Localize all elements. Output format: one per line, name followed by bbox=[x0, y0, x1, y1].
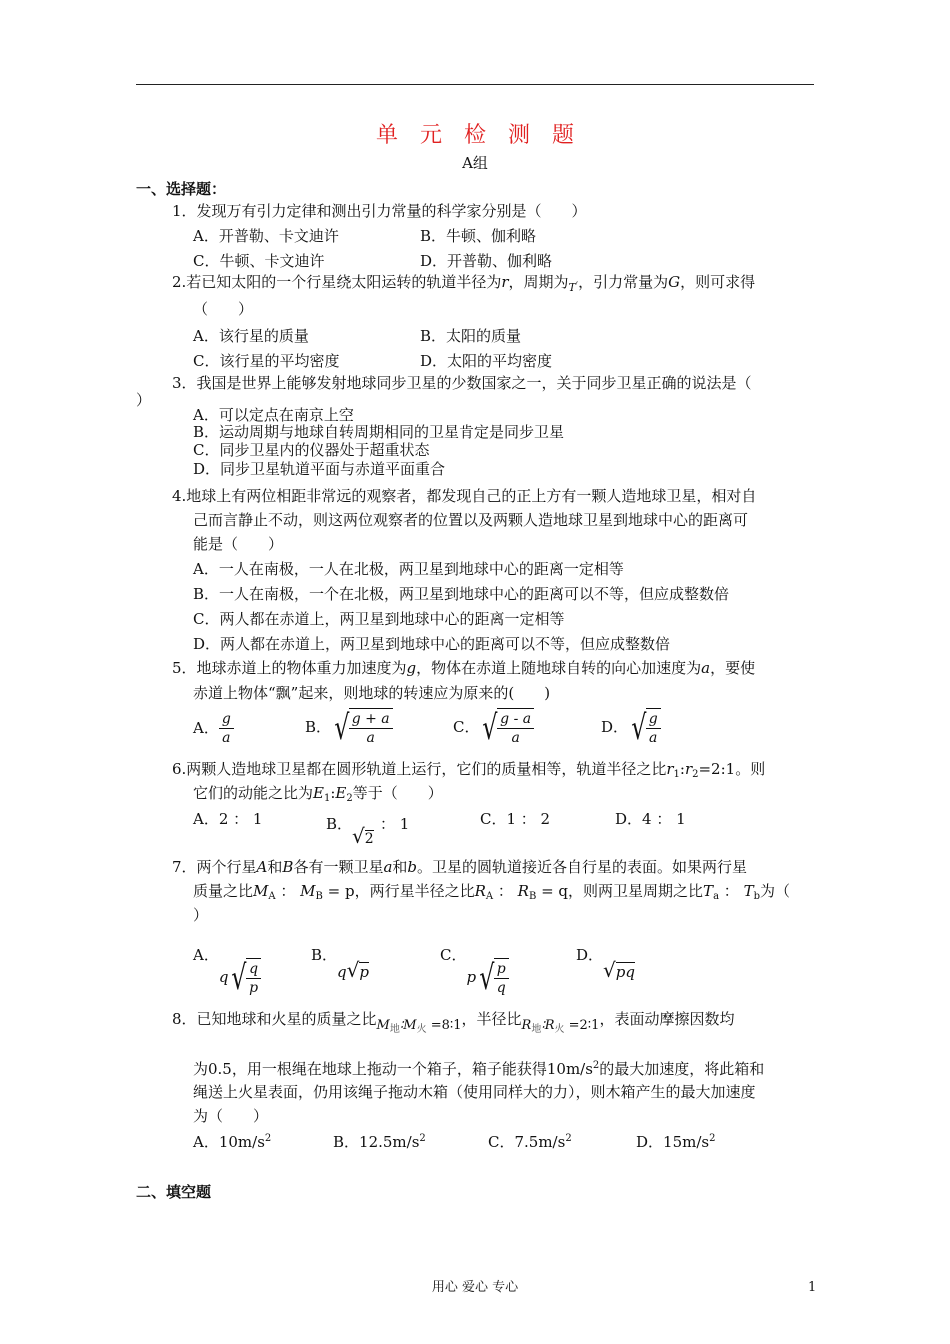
q5-b-label: B． bbox=[305, 718, 332, 736]
q7-c-num: p bbox=[494, 960, 509, 979]
question-6-line-1 bbox=[172, 762, 765, 780]
var-E2: E bbox=[335, 784, 347, 802]
var-b-sat: b bbox=[407, 858, 418, 876]
q7-mid: 各有一颗卫星 bbox=[293, 858, 384, 876]
q5-line1-post: ，要使 bbox=[710, 659, 756, 677]
question-4-option-a: A．一人在南极，一人在北极，两卫星到地球中心的距离一定相等 bbox=[193, 560, 624, 578]
question-6-option-d: D．4 ： 1 bbox=[615, 810, 686, 828]
q8-c-sup: 2 bbox=[565, 1133, 572, 1144]
q7-and: 和 bbox=[267, 858, 283, 876]
question-7-line-1 bbox=[172, 860, 747, 875]
var-R-mars: ∶R bbox=[541, 1018, 555, 1033]
sub-1: 1 bbox=[673, 769, 680, 780]
sub-earth: 地 bbox=[389, 1024, 400, 1035]
question-5-line-2: 赤道上物体“飘”起来，则地球的转速应为原来的( ) bbox=[193, 684, 551, 702]
question-4-line-1: 4.地球上有两位相距非常远的观察者，都发现自己的正上方有一颗人造地球卫星，相对自 bbox=[172, 487, 757, 505]
question-2-option-d: D．太阳的平均密度 bbox=[420, 352, 553, 370]
q8-line2-pre: 为0.5，用一根绳在地球上拖动一个箱子，箱子能获得10m/s bbox=[193, 1060, 593, 1078]
var-a-sat: a bbox=[383, 858, 393, 876]
question-3-stem: 3．我国是世界上能够发射地球同步卫星的少数国家之一，关于同步卫星正确的说法是（ bbox=[172, 374, 752, 392]
q5-c-fraction bbox=[497, 710, 534, 747]
q7-eq-p: = p，两行星半径之比 bbox=[322, 882, 475, 900]
q8-d-sup: 2 bbox=[709, 1133, 716, 1144]
q7-b-label: B． bbox=[311, 946, 338, 964]
var-Ta: T bbox=[703, 882, 714, 900]
var-E1: E bbox=[313, 784, 324, 802]
q8-radius-ratio: =2∶1 bbox=[564, 1018, 600, 1033]
q5-c-den: a bbox=[511, 730, 520, 746]
question-4-line-3: 能是（ ） bbox=[193, 535, 284, 553]
var-r2: r bbox=[684, 760, 693, 778]
section-heading-fill: 二、填空题 bbox=[136, 1183, 212, 1201]
question-4-line-2: 己而言静止不动，则这两位观察者的位置以及两颗人造地球卫星到地球中心的距离可 bbox=[193, 511, 749, 529]
var-M-mars: ∶M bbox=[399, 1018, 417, 1033]
sub-RA: A bbox=[485, 891, 494, 902]
q8-sup: 2 bbox=[592, 1060, 600, 1071]
sub-earth-r: 地 bbox=[531, 1024, 542, 1035]
q8-mass-ratio: =8∶1 bbox=[426, 1018, 462, 1033]
q5-d-den: a bbox=[649, 730, 658, 746]
question-3-option-a: A．可以定点在南京上空 bbox=[193, 406, 354, 424]
q5-d-fraction bbox=[646, 710, 661, 747]
question-7-option-a: A．q√ $\frac{q}{p}$ bbox=[193, 948, 261, 987]
q5-a-den: a bbox=[222, 730, 231, 746]
q5-b-num: g + a bbox=[349, 710, 393, 729]
question-5-option-b: B．√ $\frac{g + a}{a}$ bbox=[305, 708, 393, 747]
question-1-option-a: A．开普勒、卡文迪许 bbox=[193, 227, 339, 245]
q5-line1-pre: 5．地球赤道上的物体重力加速度为 bbox=[172, 659, 407, 677]
question-6-option-c: C．1 ： 2 bbox=[480, 810, 551, 828]
q5-c-num: g - a bbox=[497, 710, 534, 729]
q6-line1-pre: 6.两颗人造地球卫星都在圆形轨道上运行，它们的质量相等，轨道半径之比 bbox=[172, 760, 667, 778]
q7-a-num: q bbox=[246, 960, 261, 979]
var-A: A bbox=[256, 858, 268, 876]
question-5-line-1 bbox=[172, 661, 755, 676]
q8-c-text: C．7.5m/s bbox=[488, 1133, 566, 1151]
q7-line2-pre: 质量之比 bbox=[193, 882, 254, 900]
question-2-paren: （ ） bbox=[193, 300, 254, 318]
sub-mars: 火 bbox=[416, 1024, 427, 1035]
question-5-option-a bbox=[193, 710, 234, 747]
question-7-option-c: C．p√ $\frac{p}{q}$ bbox=[440, 948, 509, 987]
var-G: G bbox=[668, 273, 681, 291]
q8-mid: ，半径比 bbox=[461, 1010, 522, 1028]
question-7-line-2 bbox=[193, 884, 790, 902]
q7-sep-3: ： bbox=[719, 882, 744, 900]
page-subtitle: A组 bbox=[462, 154, 488, 172]
question-5-option-d: D．√ $\frac{g}{a}$ bbox=[601, 708, 661, 747]
sub-RB: B bbox=[528, 891, 537, 902]
question-6-option-b: B．√2： 1 bbox=[326, 815, 410, 848]
page-footer: 用心 爱心 专心 bbox=[431, 1280, 519, 1295]
q5-a-fraction bbox=[219, 710, 234, 747]
var-M-earth: M bbox=[376, 1018, 390, 1033]
q6-colon-2: : bbox=[330, 784, 336, 802]
var-R-earth: R bbox=[521, 1018, 532, 1033]
q5-line1-mid: ，物体在赤道上随地球自转的向心加速度为 bbox=[416, 659, 702, 677]
question-3-option-d: D．同步卫星轨道平面与赤道平面重合 bbox=[193, 460, 446, 478]
question-2-option-b: B．太阳的质量 bbox=[420, 327, 522, 345]
sub-Tb: b bbox=[753, 891, 760, 902]
q6-b-radicand: 2 bbox=[364, 831, 374, 847]
question-8-line-1 bbox=[172, 1010, 735, 1035]
q7-c-label: C． bbox=[440, 946, 467, 964]
var-a: a bbox=[701, 659, 711, 677]
question-3-close: ） bbox=[136, 391, 152, 409]
sub-e1: 1 bbox=[323, 793, 331, 804]
var-B: B bbox=[282, 858, 294, 876]
var-RA: R bbox=[474, 882, 486, 900]
q5-b-fraction bbox=[349, 710, 393, 747]
q8-line2-post: 的最大加速度，将此箱和 bbox=[599, 1060, 765, 1078]
question-7-close: ） bbox=[193, 906, 209, 924]
section-heading-choice: 一、选择题： bbox=[136, 180, 227, 198]
q5-d-label: D． bbox=[601, 718, 629, 736]
q6-line2-post: 等于（ ） bbox=[352, 784, 443, 802]
q2-stem-pre: 2.若已知太阳的一个行星绕太阳运转的轨道半径为 bbox=[172, 273, 502, 291]
q8-d-text: D．15m/s bbox=[636, 1133, 710, 1151]
q7-a-label: A． bbox=[193, 946, 219, 964]
q7-line1-pre: 7．两个行星 bbox=[172, 858, 257, 876]
question-8-option-b bbox=[333, 1134, 426, 1150]
var-Tb: T bbox=[743, 882, 754, 900]
q7-c-pre: p bbox=[466, 968, 477, 986]
question-7-option-d: D．√pq bbox=[576, 946, 635, 982]
q7-d-radicand: pq bbox=[615, 963, 635, 981]
question-1-option-c: C．牛顿、卡文迪许 bbox=[193, 252, 325, 270]
question-7-option-b: B．q√p bbox=[311, 946, 369, 982]
question-5-option-c: C．√ $\frac{g - a}{a}$ bbox=[453, 708, 534, 747]
var-MB: M bbox=[300, 882, 316, 900]
q7-sep-1: ： bbox=[275, 882, 301, 900]
q2-stem-mid2: ，引力常量为 bbox=[578, 273, 669, 291]
page-title: 单 元 检 测 题 bbox=[375, 123, 574, 148]
sub-MB: B bbox=[315, 891, 323, 902]
q7-eq-q: = q，则两卫星周期之比 bbox=[536, 882, 704, 900]
sub-mars-r: 火 bbox=[554, 1024, 565, 1035]
sub-MA: A bbox=[268, 891, 276, 902]
question-2-stem: 2.若已知太阳的一个行星绕太阳运转的轨道半径为r，周期为$_T$′，引力常量为G，则可求得 bbox=[172, 273, 756, 294]
q7-a-fraction bbox=[246, 960, 261, 997]
q2-stem-mid: ，周期为 bbox=[508, 273, 569, 291]
q7-and2: 和 bbox=[392, 858, 408, 876]
question-6-line-2 bbox=[193, 786, 443, 804]
q7-c-fraction bbox=[494, 960, 509, 997]
q6-line2-pre: 它们的动能之比为 bbox=[193, 784, 314, 802]
page-number: 1 bbox=[808, 1280, 817, 1295]
q8-b-text: B．12.5m/s bbox=[333, 1133, 420, 1151]
q6-b-label: B． bbox=[326, 815, 353, 833]
q6-b-post: ： 1 bbox=[380, 815, 410, 833]
sub-Ta: a bbox=[713, 891, 720, 902]
q8-a-sup: 2 bbox=[264, 1133, 272, 1144]
question-4-option-c: C．两人都在赤道上，两卫星到地球中心的距离一定相等 bbox=[193, 610, 565, 628]
sub-e2: 2 bbox=[346, 793, 353, 804]
var-r: r bbox=[501, 273, 509, 291]
q7-d-label: D． bbox=[576, 946, 604, 964]
q2-stem-post: ，则可求得 bbox=[680, 273, 756, 291]
q6-line1-post: =2:1。则 bbox=[698, 760, 766, 778]
var-MA: M bbox=[253, 882, 269, 900]
q6-colon: : bbox=[679, 760, 685, 778]
q7-b-pre: q bbox=[337, 963, 347, 981]
question-2-option-c: C．该行星的平均密度 bbox=[193, 352, 340, 370]
var-RB: R bbox=[517, 882, 529, 900]
var-g: g bbox=[406, 659, 417, 677]
question-8-line-2 bbox=[193, 1061, 764, 1077]
q5-c-label: C． bbox=[453, 718, 480, 736]
q8-a-text: A．10m/s bbox=[193, 1133, 265, 1151]
q8-line1-post: ，表面动摩擦因数均 bbox=[599, 1010, 735, 1028]
question-8-option-d bbox=[636, 1134, 715, 1150]
question-2-option-a: A．该行星的质量 bbox=[193, 327, 309, 345]
q7-b-radicand: p bbox=[359, 963, 369, 981]
question-1-option-d: D．开普勒、伽利略 bbox=[420, 252, 553, 270]
q5-a-label: A． bbox=[193, 719, 219, 737]
question-3-option-c: C．同步卫星内的仪器处于超重状态 bbox=[193, 441, 430, 459]
question-8-line-4: 为（ ） bbox=[193, 1107, 269, 1125]
var-r1: r bbox=[666, 760, 674, 778]
var-T: T bbox=[568, 281, 576, 294]
q7-c-den: q bbox=[496, 980, 506, 996]
question-8-option-c bbox=[488, 1134, 572, 1150]
question-8-option-a bbox=[193, 1134, 271, 1150]
q5-d-num: g bbox=[646, 710, 661, 729]
q7-line1-post: 。卫星的圆轨道接近各自行星的表面。如果两行星 bbox=[417, 858, 748, 876]
question-4-option-b: B．一人在南极，一个在北极，两卫星到地球中心的距离可以不等，但应成整数倍 bbox=[193, 585, 730, 603]
header-rule bbox=[136, 84, 814, 85]
question-4-option-d: D．两人都在赤道上，两卫星到地球中心的距离可以不等，但应成整数倍 bbox=[193, 635, 671, 653]
question-8-line-3: 绳送上火星表面，仍用该绳子拖动木箱（使用同样大的力），则木箱产生的最大加速度 bbox=[193, 1083, 756, 1101]
question-6-option-a: A．2 ： 1 bbox=[193, 810, 263, 828]
question-1-option-b: B．牛顿、伽利略 bbox=[420, 227, 537, 245]
q5-b-den: a bbox=[366, 730, 375, 746]
q8-line1-pre: 8．已知地球和火星的质量之比 bbox=[172, 1010, 377, 1028]
q7-sep-2: ： bbox=[493, 882, 518, 900]
question-3-option-b: B．运动周期与地球自转周期相同的卫星肯定是同步卫星 bbox=[193, 423, 565, 441]
q5-a-num: g bbox=[219, 710, 234, 729]
q7-a-den: p bbox=[249, 980, 259, 996]
sub-2: 2 bbox=[692, 769, 699, 780]
question-1-stem: 1．发现万有引力定律和测出引力常量的科学家分别是（ ） bbox=[172, 202, 587, 220]
q7-a-pre: q bbox=[218, 968, 229, 986]
q7-line2-post: 为（ bbox=[760, 882, 791, 900]
q8-b-sup: 2 bbox=[419, 1133, 426, 1144]
